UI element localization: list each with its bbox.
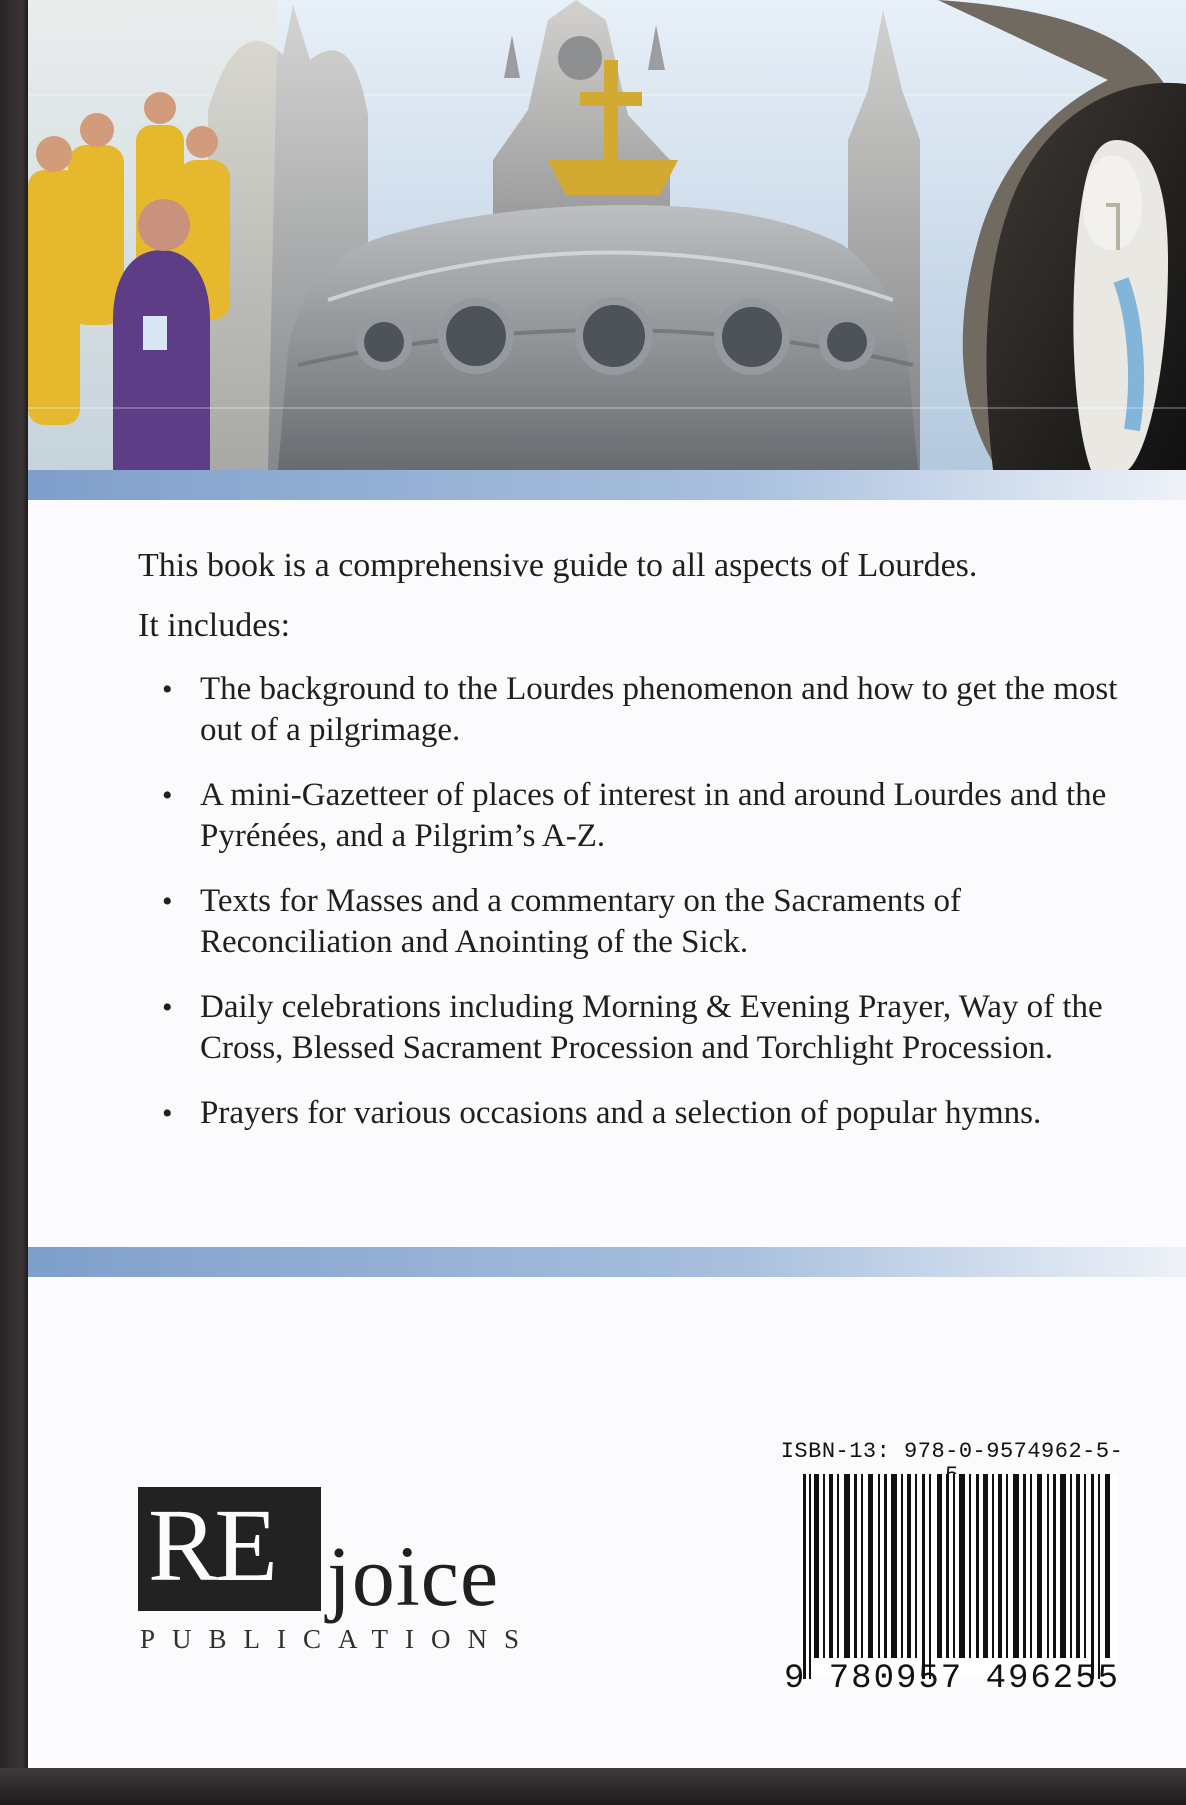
intro-text: This book is a comprehensive guide to all aspects of Lourdes. [138,547,978,584]
list-item [138,881,1128,963]
includes-label: It includes: [138,607,291,644]
isbn-text: ISBN-13: 978-0-9574962-5- [780,1439,1124,1464]
bullet-icon: • [162,673,173,706]
bullet-icon: • [162,885,173,918]
logo-re-box [138,1487,321,1611]
top-blue-band [28,470,1186,500]
logo-joice-text: joice [327,1528,500,1624]
bullet-icon: • [162,779,173,812]
description-block [138,545,1128,1158]
logo-re-text: RE [148,1488,275,1603]
bottom-edge-shadow [0,1768,1186,1805]
barcode-number: 9 780957 496255 [783,1660,1121,1698]
lourdes-photo-collage [28,0,1186,470]
list-item-text: Daily celebrations including Morning & Evening Prayer, Way of the Cross, Blessed Sacrament Procession and Torchlight Procession. [200,989,1103,1066]
list-item [138,987,1128,1069]
isbn-barcode-block [774,1440,1130,1704]
list-item [138,775,1128,857]
feature-list [138,669,1128,1134]
bottom-blue-band [28,1247,1186,1277]
list-item-text: Texts for Masses and a commentary on the Sacraments of Reconciliation and Anointing of the Sick. [200,883,962,960]
logo-publications-text: PUBLICATIONS [140,1624,537,1654]
left-edge-shadow [0,0,28,1805]
bullet-icon: • [162,1097,173,1130]
photo-collage-illustration [28,0,1186,470]
list-item [138,1093,1128,1134]
list-item-text: The background to the Lourdes phenomenon and how to get the most out of a pilgrimage. [200,671,1118,748]
list-item-text: Prayers for various occasions and a selection of popular hymns. [200,1095,1042,1131]
bullet-icon: • [162,991,173,1024]
book-back-cover [28,0,1186,1768]
barcode-graphic [802,1474,1118,1679]
publisher-logo [138,1487,558,1657]
list-item [138,669,1128,751]
list-item-text: A mini-Gazetteer of places of interest in and around Lourdes and the Pyrénées, and a Pilgrim’s A-Z. [200,777,1107,854]
